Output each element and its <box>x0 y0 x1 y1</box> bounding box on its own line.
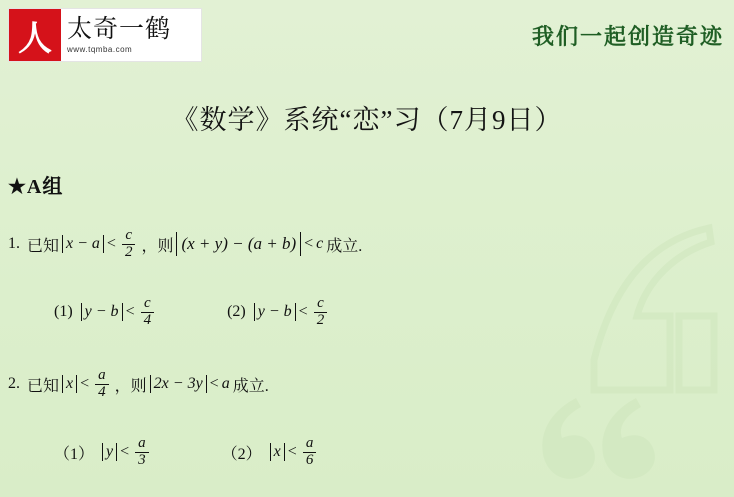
problem-2-option-2-numerator: a <box>305 435 314 451</box>
problem-1-given-relation: < <box>106 235 116 253</box>
problem-2-option-2-tag: （2） <box>221 445 262 463</box>
problem-2-option-1-abs: y <box>102 443 117 461</box>
problem-1 <box>8 228 726 261</box>
problem-1-option-2[interactable] <box>227 296 330 329</box>
problem-2-index: 2. <box>8 375 20 393</box>
problem-2-option-2[interactable] <box>222 436 320 469</box>
problem-1-given-abs: x − a <box>62 235 104 253</box>
logo-mark-icon: 人 <box>9 9 61 61</box>
problem-2-conclusion-rhs: a <box>221 375 230 393</box>
problem-1-options <box>54 296 330 329</box>
problem-1-option-1-denominator: 4 <box>141 312 155 329</box>
problem-2-option-1-denominator: 3 <box>135 452 149 469</box>
problem-2-options <box>54 436 319 469</box>
problem-1-given-fraction-denominator: 2 <box>122 244 136 261</box>
problem-1-option-1-abs: y − b <box>81 303 123 321</box>
logo-url: www.tqmba.com <box>67 44 133 54</box>
problem-1-option-1-fraction <box>141 296 155 329</box>
problem-1-conclusion-relation: < <box>304 235 314 253</box>
problem-1-option-2-relation: < <box>298 303 308 321</box>
problem-1-option-2-denominator: 2 <box>314 312 328 329</box>
page-title: 《数学》系统“恋”习（7月9日） <box>171 105 563 135</box>
problem-1-option-1[interactable] <box>54 296 157 329</box>
problem-1-conclusion-rhs: c <box>316 235 324 253</box>
header <box>0 0 734 68</box>
logo-brand-name: 太奇一鹤 <box>67 15 172 43</box>
problem-1-index: 1. <box>8 235 20 253</box>
problem-2-option-2-fraction <box>303 436 317 469</box>
problem-1-tail: 成立. <box>326 237 363 255</box>
problem-2-option-2-denominator: 6 <box>303 452 317 469</box>
problem-1-option-1-relation: < <box>125 303 135 321</box>
problem-1-conclusion-abs: (x + y) − (a + b) <box>176 232 301 256</box>
problem-2 <box>8 368 726 401</box>
problem-2-option-2-abs: x <box>270 443 285 461</box>
problem-1-given-label: 已知 <box>27 237 60 255</box>
problem-1-option-2-numerator: c <box>317 295 324 311</box>
problem-1-option-1-tag: (1) <box>54 303 73 321</box>
problem-2-given-fraction-denominator: 4 <box>95 384 109 401</box>
problem-2-option-1-fraction <box>135 436 149 469</box>
problem-2-option-1-numerator: a <box>138 435 146 451</box>
problem-2-given-relation: < <box>80 375 90 393</box>
problem-1-then-label: ，则 <box>141 237 174 255</box>
problem-2-option-2-relation: < <box>287 443 297 461</box>
problem-1-given-fraction-numerator: c <box>125 227 133 243</box>
problem-2-given-label: 已知 <box>27 377 60 395</box>
problem-1-given-fraction <box>122 228 136 261</box>
problem-2-conclusion-relation: < <box>209 375 219 393</box>
problem-2-then-label: ，则 <box>114 377 147 395</box>
problem-2-conclusion-abs: 2x − 3y <box>150 375 207 393</box>
problem-2-given-fraction <box>95 368 109 401</box>
problem-1-option-2-abs: y − b <box>254 303 296 321</box>
problem-1-option-2-fraction <box>314 296 328 329</box>
logo-text <box>61 17 201 54</box>
problem-2-option-1-tag: （1） <box>54 445 95 463</box>
group-label: ★A组 <box>8 176 64 198</box>
logo <box>8 8 202 62</box>
problem-2-given-abs: x <box>62 375 77 393</box>
problem-2-given-fraction-numerator: a <box>98 367 106 383</box>
problem-2-tail: 成立. <box>232 377 269 395</box>
problem-2-option-1[interactable] <box>54 436 152 469</box>
problem-1-option-1-numerator: c <box>144 295 151 311</box>
slogan: 我们一起创造奇迹 <box>531 24 724 49</box>
problem-1-option-2-tag: (2) <box>227 303 246 321</box>
problem-2-option-1-relation: < <box>120 443 130 461</box>
